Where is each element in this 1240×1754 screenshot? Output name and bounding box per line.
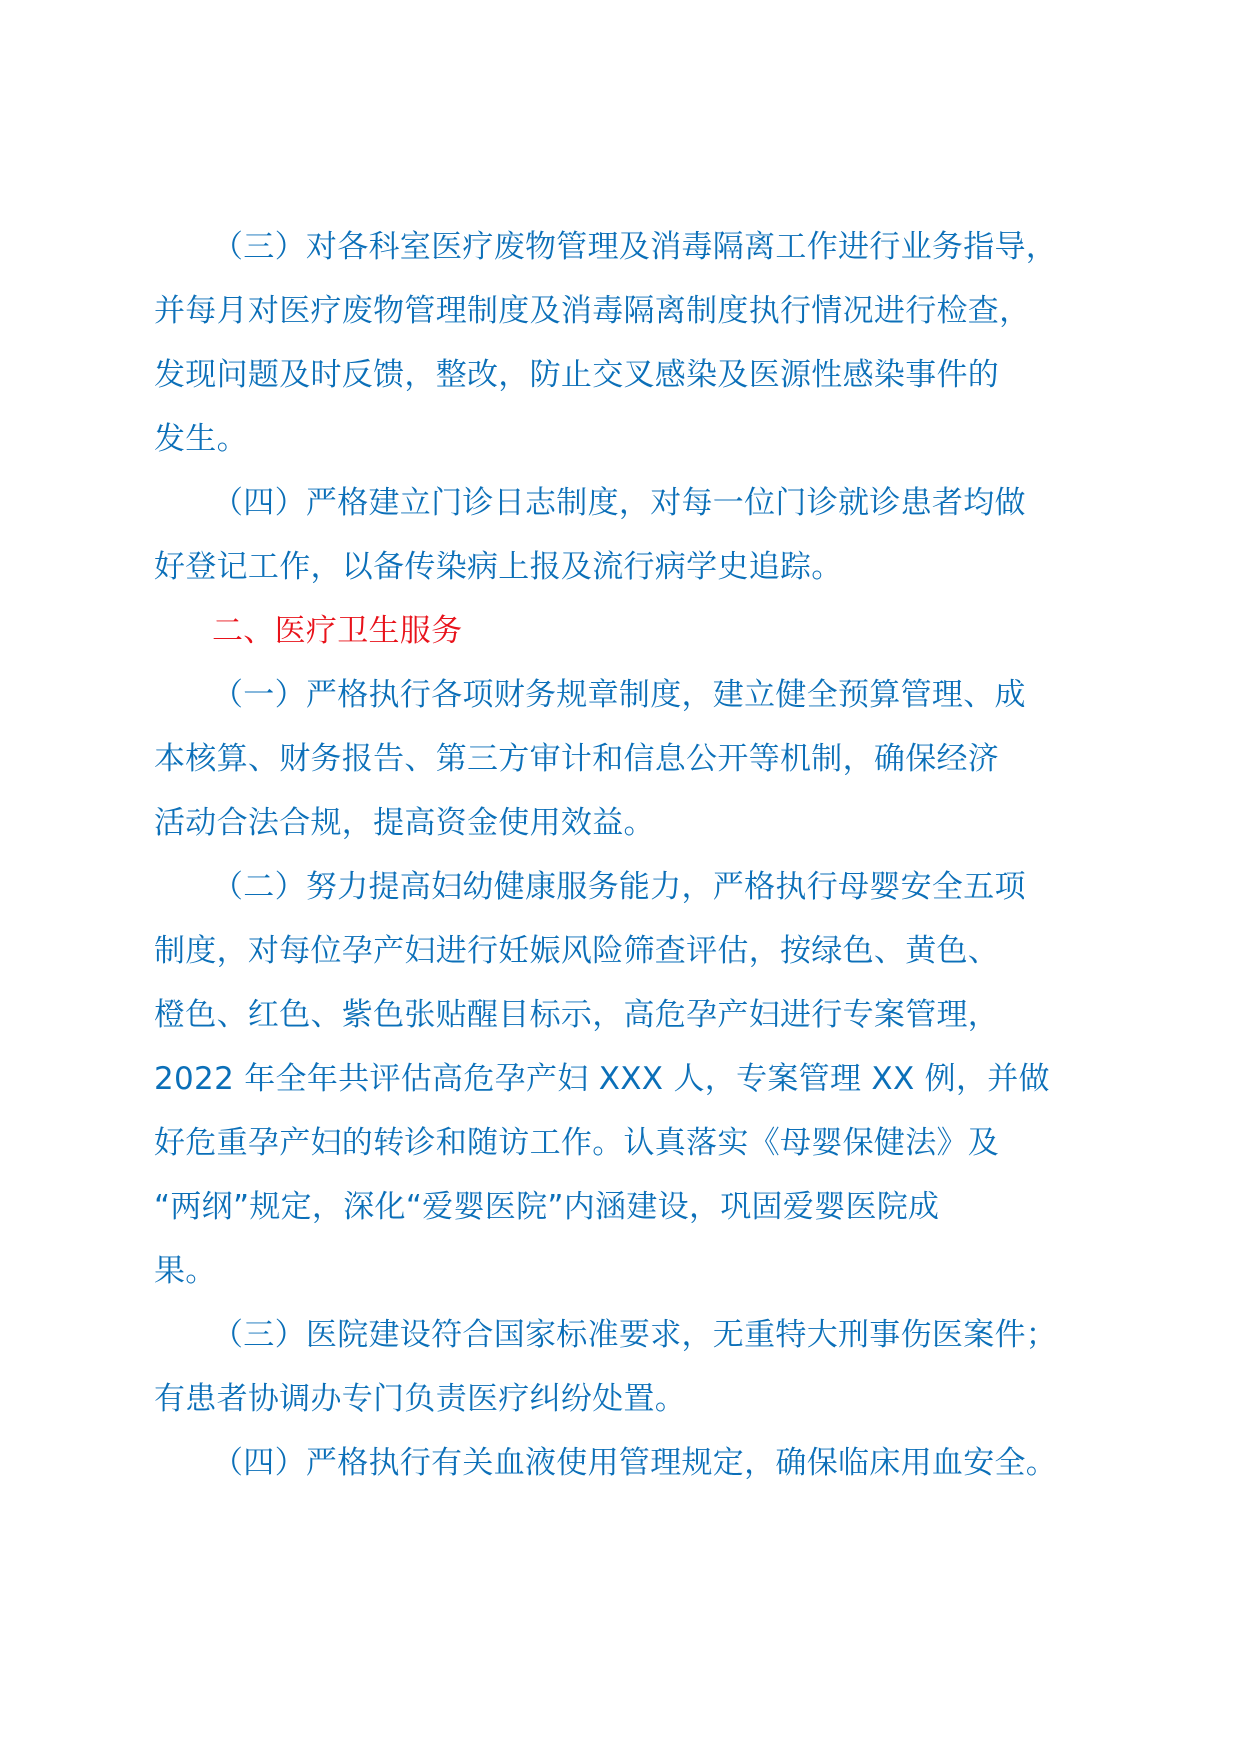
section-heading: 二、医疗卫生服务 [212, 613, 463, 649]
service-item-2-line-4: 2022 年全年共评估高危孕产妇 XXX 人，专案管理 XX 例，并做 [154, 1061, 1050, 1097]
service-item-2-line-2: 制度，对每位孕产妇进行妊娠风险筛查评估，按绿色、黄色、 [154, 933, 1000, 969]
service-item-2-line-1: （二）努力提高妇幼健康服务能力，严格执行母婴安全五项 [212, 869, 1026, 905]
service-item-2-line-5: 好危重孕产妇的转诊和随访工作。认真落实《母婴保健法》及 [154, 1125, 1000, 1161]
paragraph-3-line-3: 发现问题及时反馈，整改，防止交叉感染及医源性感染事件的 [154, 357, 1000, 393]
service-item-1-line-2: 本核算、财务报告、第三方审计和信息公开等机制，确保经济 [154, 741, 1000, 777]
paragraph-3-line-4: 发生。 [154, 421, 248, 457]
service-item-1-line-3: 活动合法合规，提高资金使用效益。 [154, 805, 655, 841]
service-item-3-line-1: （三）医院建设符合国家标准要求，无重特大刑事伤医案件； [212, 1317, 1058, 1353]
paragraph-4-line-2: 好登记工作，以备传染病上报及流行病学史追踪。 [154, 549, 843, 585]
service-item-1-line-1: （一）严格执行各项财务规章制度，建立健全预算管理、成 [212, 677, 1026, 713]
paragraph-3-line-2: 并每月对医疗废物管理制度及消毒隔离制度执行情况进行检查， [154, 293, 1031, 329]
service-item-2-line-3: 橙色、红色、紫色张贴醒目标示，高危孕产妇进行专案管理， [154, 997, 1000, 1033]
paragraph-3-line-1: （三）对各科室医疗废物管理及消毒隔离工作进行业务指导， [212, 229, 1058, 265]
paragraph-4-line-1: （四）严格建立门诊日志制度，对每一位门诊就诊患者均做 [212, 485, 1026, 521]
service-item-2-line-7: 果。 [154, 1253, 217, 1289]
service-item-4-line-1: （四）严格执行有关血液使用管理规定，确保临床用血安全。 [212, 1445, 1058, 1481]
service-item-3-line-2: 有患者协调办专门负责医疗纠纷处置。 [154, 1381, 687, 1417]
service-item-2-line-6: “两纲”规定，深化“爱婴医院”内涵建设，巩固爱婴医院成 [154, 1189, 940, 1225]
